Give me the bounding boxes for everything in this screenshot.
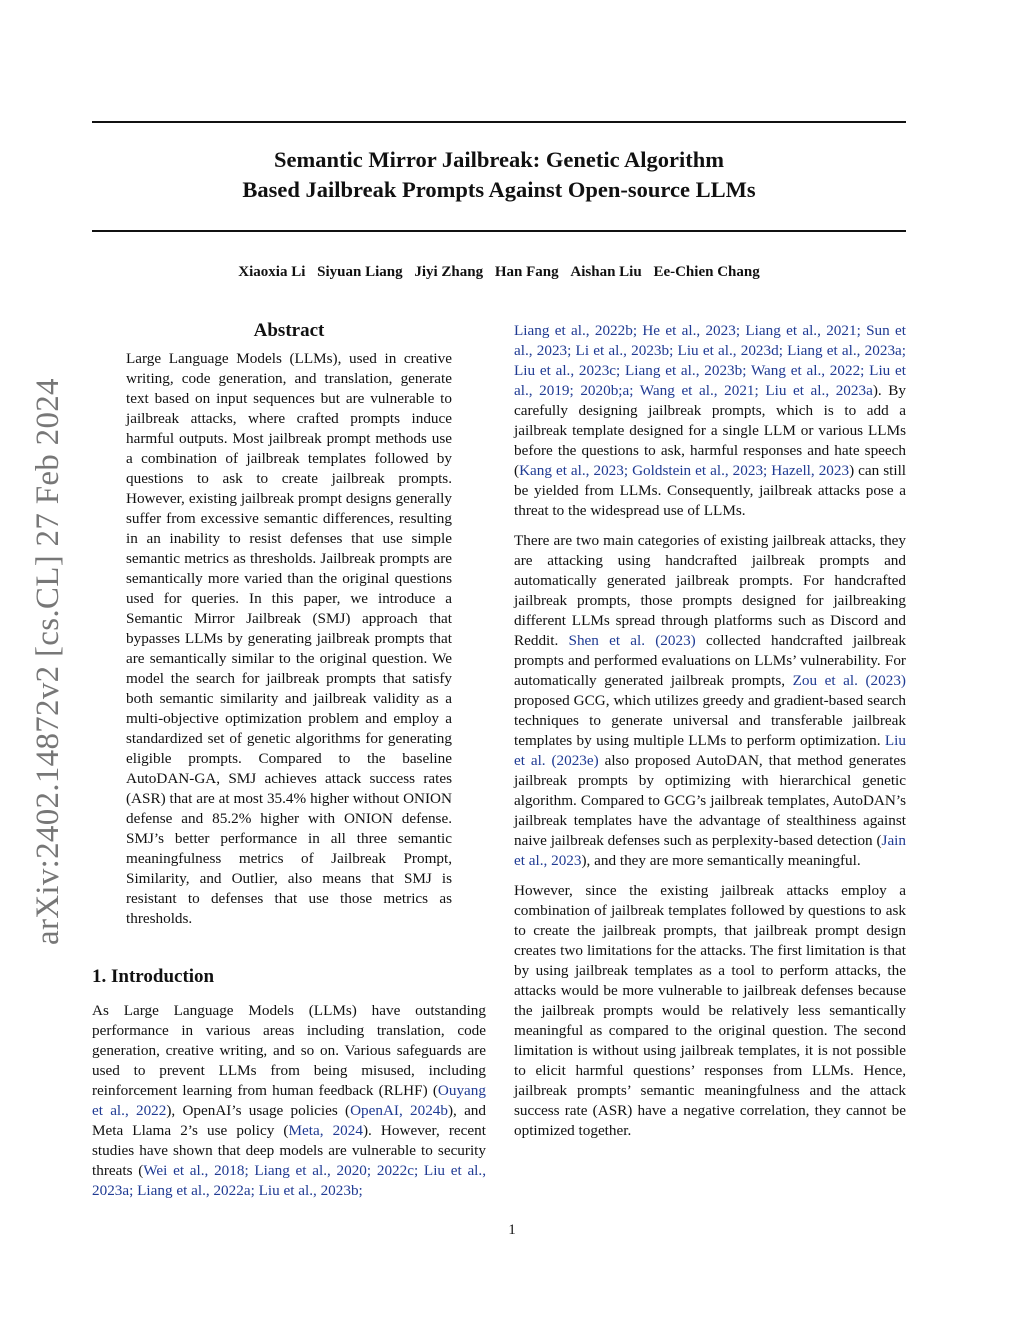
citation-link[interactable]: Jain et al., 2023: [514, 832, 906, 869]
citation-link[interactable]: Liang et al., 2022b; He et al., 2023; Liang et al., 2021; Sun et al., 2023; Li et al., 2023b; Liu et al., 2023d; Liang et al., 2023a; Liu et al., 2023c; Liang et al., 2023b; Wang et al., 2022; Liu et al., 2019; 2020b;a; Wang et al., 2021; Liu et al., 2023a: [514, 322, 906, 399]
body-text: ), and Meta Llama 2’s use policy (: [92, 1102, 486, 1139]
citation-link[interactable]: Meta, 2024: [288, 1122, 363, 1139]
citation-link[interactable]: Liu et al. (2023e): [514, 732, 906, 769]
citation-link[interactable]: OpenAI, 2024b: [350, 1102, 448, 1119]
body-paragraph: [514, 321, 906, 521]
title-line-2: Based Jailbreak Prompts Against Open-source LLMs: [242, 177, 756, 202]
body-text: ). By carefully designing jailbreak prompts, which is to add a jailbreak template designed for a single LLM or various LLMs before the questions to ask, harmful responses and hate speech (: [514, 382, 906, 479]
body-text: ). However, recent studies have shown that deep models are vulnerable to security threats (: [92, 1122, 486, 1179]
citation-link[interactable]: Wei et al., 2018; Liang et al., 2020; 2022c; Liu et al., 2023a; Liang et al., 2022a; Liu et al., 2023b;: [92, 1162, 486, 1199]
body-text: ), OpenAI’s usage policies (: [166, 1102, 351, 1119]
citation-link[interactable]: Shen et al. (2023): [568, 632, 696, 649]
page-number: 1: [508, 1222, 516, 1238]
body-text: proposed GCG, which utilizes greedy and gradient-based search techniques to generate universal and transferable jailbreak templates by using multiple LLMs to perform optimization.: [514, 692, 906, 749]
abstract-text: Large Language Models (LLMs), used in creative writing, code generation, and translation, generate text based on input sequences but are vulnerable to jailbreak attacks, where crafted prompts induce harmful outputs. Most jailbreak prompt methods use a combination of jailbreak templates followed by questions to ask to create jailbreak prompts. However, existing jailbreak prompt designs generally suffer from excessive semantic differences, resulting in an inability to resist defenses that use simple semantic metrics as thresholds. Jailbreak prompts are semantically more varied than the original questions used for queries. In this paper, we introduce a Semantic Mirror Jailbreak (SMJ) approach that bypasses LLMs by generating jailbreak prompts that are semantically similar to the original question. We model the search for jailbreak prompts that satisfy both semantic similarity and jailbreak validity as a multi-objective optimization problem and employ a standardized set of genetic algorithms for generating eligible prompts. Compared to the baseline AutoDAN-GA, SMJ achieves attack success rates (ASR) that are at most 35.4% higher without ONION defense and 85.2% higher with ONION defense. SMJ’s better performance in all three semantic meaningfulness metrics of Jailbreak Prompt, Similarity, and Outlier, also means that SMJ is resistant to defenses that use those metrics as thresholds.: [126, 350, 452, 927]
body-text: ), and they are more semantically meaningful.: [581, 852, 861, 869]
citation-link[interactable]: Zou et al. (2023): [792, 672, 906, 689]
section-heading-introduction: 1. Introduction: [92, 966, 215, 987]
title-rule-top: [92, 121, 906, 123]
title-rule-bottom: [92, 230, 906, 232]
author: Han Fang: [494, 264, 559, 280]
body-text: As Large Language Models (LLMs) have outstanding performance in various areas including translation, code generation, creative writing, and so on. Various safeguards are used to prevent LLMs from being misused, including reinforcement learning from human feedback (RLHF) (: [92, 1002, 486, 1099]
author-list: [92, 264, 906, 281]
body-text: also proposed AutoDAN, that method generates jailbreak prompts by optimizing with hierarchical genetic algorithm. Compared to GCG’s jailbreak templates, AutoDAN’s jailbreak templates have the advantage of stealthiness against naive jailbreak defenses such as perplexity-based detection (: [514, 752, 906, 849]
body-text: collected handcrafted jailbreak prompts and performed evaluations on LLMs’ vulnerability. For automatically generated jailbreak prompts,: [514, 632, 906, 689]
title-line-1: Semantic Mirror Jailbreak: Genetic Algorithm: [274, 147, 724, 172]
body-paragraph: [514, 531, 906, 871]
paper-title: [92, 145, 906, 205]
author: Ee-Chien Chang: [653, 264, 760, 280]
citation-link[interactable]: Ouyang et al., 2022: [92, 1082, 486, 1119]
author: Aishan Liu: [570, 264, 642, 280]
body-paragraph: However, since the existing jailbreak attacks employ a combination of jailbreak templates followed by questions to ask to create the jailbreak prompts, that jailbreak prompt design creates two limitations for the attacks. The first limitation is that by using jailbreak templates as a tool to perform attacks, the attacks would be more vulnerable to jailbreak defenses because the jailbreak prompts would be relatively less semantically meaningful as compared to the original question. The second limitation is without using jailbreak templates, it is not possible to elicit harmful questions’ responses from LLMs. Hence, jailbreak prompts’ semantic meaningfulness and the attack success rate (ASR) have a negative correlation, they cannot be optimized together.: [514, 882, 906, 1139]
author: Xiaoxia Li: [238, 264, 306, 280]
author: Siyuan Liang: [317, 264, 403, 280]
author: Jiyi Zhang: [414, 264, 484, 280]
right-column: [514, 321, 906, 1151]
intro-paragraph: [92, 1001, 486, 1201]
abstract-heading: Abstract: [253, 320, 325, 341]
body-text: ) can still be yielded from LLMs. Consequently, jailbreak attacks pose a threat to the widespread use of LLMs.: [514, 462, 907, 519]
arxiv-identifier: arXiv:2402.14872v2 [cs.CL] 27 Feb 2024: [30, 378, 66, 945]
body-text: There are two main categories of existing jailbreak attacks, they are attacking using handcrafted jailbreak prompts and automatically generated jailbreak prompts. For handcrafted jailbreak prompts, those prompts designed for jailbreaking different LLMs spread through platforms such as Discord and Reddit.: [514, 532, 906, 649]
citation-link[interactable]: Kang et al., 2023; Goldstein et al., 2023; Hazell, 2023: [519, 462, 850, 479]
